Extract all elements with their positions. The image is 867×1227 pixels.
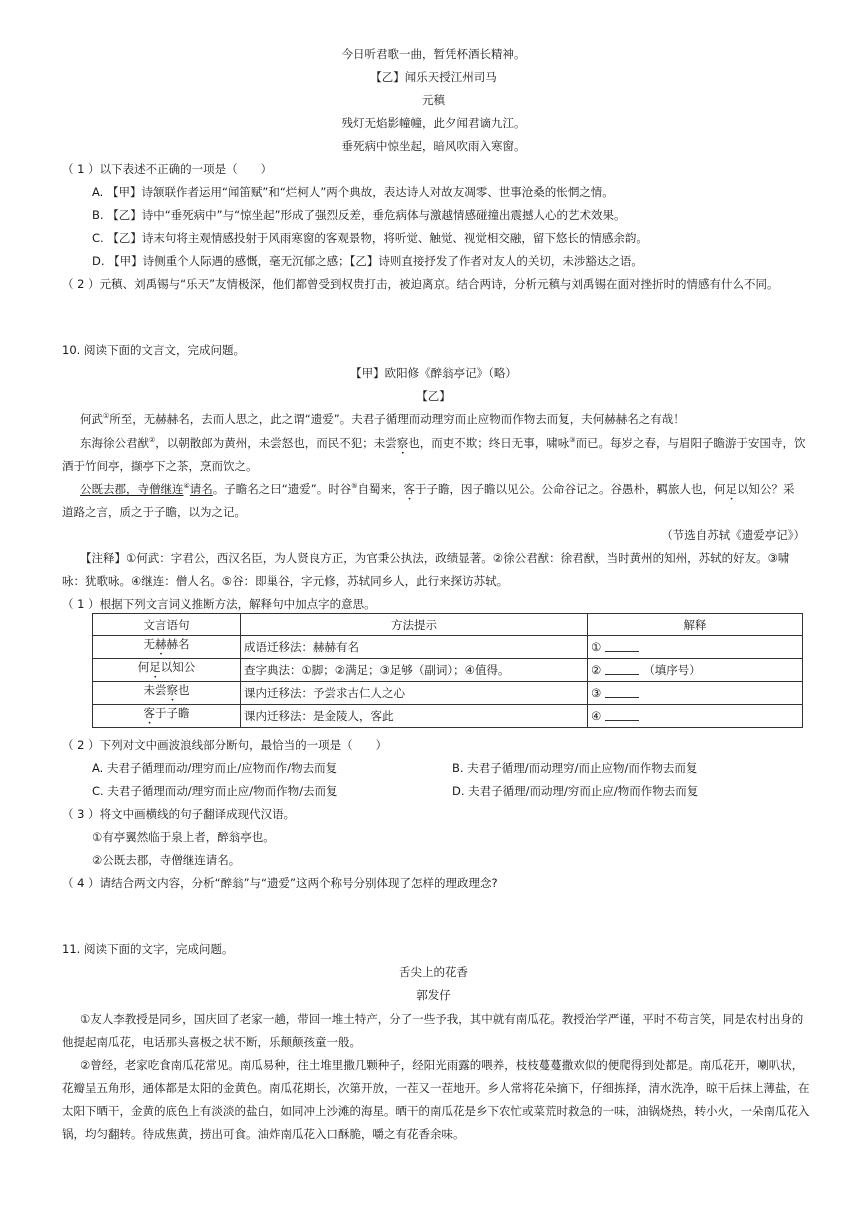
table-row	[93, 659, 803, 682]
q10-passage-p2: 东海徐公君猷②，以朝散郎为黄州，未尝怒也，而民不犯；未尝察也，而吏不欺；终日无事，啸咏③而已。每岁之春，与眉阳子瞻游于安国寺，饮	[80, 436, 806, 450]
q9-subquestion-1: （ 1 ）以下表述不正确的一项是（ ）	[62, 162, 273, 176]
sentence-cell: 未尝察也	[93, 682, 241, 705]
answer-cell[interactable]: ④	[588, 705, 803, 728]
q11-paragraph-2-line-4: 锅，均匀翻转。待成焦黄，捞出可食。油炸南瓜花入口酥脆，嚼之有花香余味。	[62, 1127, 465, 1141]
q9-subquestion-2: （ 2 ）元稹、刘禹锡与“乐天”友情极深，他们都曾受到权贵打击，被迫离京。结合两诗，分析元稹与刘禹锡在面对挫折时的情感有什么不同。	[62, 277, 779, 291]
table-row	[93, 705, 803, 728]
answer-blank[interactable]	[605, 710, 639, 721]
answer-cell[interactable]: ② （填序号）	[588, 659, 803, 682]
yi-poem-line-2: 垂死病中惊坐起，暗风吹雨入寒窗。	[341, 139, 526, 153]
q11-paragraph-2-line-3: 太阳下晒干，金黄的底色上有淡淡的盐白，如同冲上沙滩的海星。晒干的南瓜花是乡下农忙或菜荒时救急的一味，油锅烧热，转小火，一朵南瓜花入	[62, 1104, 810, 1118]
q10-option-c: C. 夫君子循理而动/理穷而止应/物而作物/去而复	[92, 784, 338, 798]
table-header: 方法提示	[241, 614, 588, 636]
yi-poem-title: 【乙】闻乐天授江州司马	[370, 70, 497, 84]
q10-subquestion-1: （ 1 ）根据下列文言词义推断方法，解释句中加点字的意思。	[62, 597, 376, 611]
answer-blank[interactable]	[605, 641, 639, 652]
q10-heading: 10. 阅读下面的文言文，完成问题。	[62, 343, 245, 357]
q10-notes: 【注释】①何武：字君公，西汉名臣，为人贤良方正，为官秉公执法，政绩显著。②徐公君猷：徐君猷，当时黄州的知州，苏轼的好友。③啸	[80, 551, 790, 565]
answer-blank[interactable]	[605, 687, 639, 698]
method-table	[92, 613, 803, 728]
q9-option-a: A. 【甲】诗颔联作者运用“闻笛赋”和“烂柯人”两个典故，表达诗人对故友凋零、世事沧桑的怅惘之情。	[92, 185, 614, 199]
yi-poem-author: 元稹	[422, 93, 445, 107]
sentence-cell: 客于子瞻	[93, 705, 241, 728]
q10-jia-title: 【甲】欧阳修《醉翁亭记》（略）	[350, 366, 517, 380]
q10-subquestion-2: （ 2 ）下列对文中画波浪线部分断句，最恰当的一项是（ ）	[62, 738, 388, 752]
q10-passage-p3-cont: 道路之言，质之于子瞻，以为之记。	[62, 505, 246, 519]
poem-last-line: 今日听君歌一曲，暂凭杯酒长精神。	[341, 47, 526, 61]
q10-option-b: B. 夫君子循理/而动理穷/而止应物/而作物去而复	[452, 761, 698, 775]
q9-option-c: C. 【乙】诗末句将主观情感投射于风雨寒窗的客观景物，将听觉、触觉、视觉相交融，留下悠长的情感余韵。	[92, 231, 648, 245]
method-cell: 课内迁移法：予尝求古仁人之心	[241, 682, 588, 705]
q10-passage-p3: 公既去郡，寺僧继连④请名。子瞻名之曰“遗爱”。时谷⑤自蜀来，客于子瞻，因子瞻以见公。公命谷记之。谷愚朴，羁旅人也，何足以知公？采	[80, 482, 795, 496]
answer-cell[interactable]: ①	[588, 636, 803, 659]
q10-passage-p1: 何武①所至，无赫赫名，去而人思之，此之谓“遗爱”。夫君子循理而动理穷而止应物而作物去而复，夫何赫赫名之有哉！	[80, 412, 685, 426]
method-cell: 查字典法：①脚；②满足；③足够（副词）；④值得。	[241, 659, 588, 682]
q10-source: （节选自苏轼《遗爱亭记》）	[661, 528, 805, 542]
q10-option-a: A. 夫君子循理而动/理穷而止/应物而作/物去而复	[92, 761, 338, 775]
q11-paragraph-1: ①友人李教授是同乡，国庆回了老家一趟，带回一堆土特产，分了一些予我，其中就有南瓜花。教授治学严谨，平时不苟言笑，同是农村出身的	[80, 1012, 804, 1026]
sentence-cell: 何足以知公	[93, 659, 241, 682]
q10-passage-p2-cont: 酒于竹间亭，撷亭下之茶，烹而饮之。	[62, 459, 258, 473]
method-cell: 课内迁移法：是金陵人，客此	[241, 705, 588, 728]
table-header: 文言语句	[93, 614, 241, 636]
method-cell: 成语迁移法：赫赫有名	[241, 636, 588, 659]
q11-article-author: 郭发仔	[416, 988, 451, 1002]
table-row	[93, 682, 803, 705]
q11-paragraph-2: ②曾经，老家吃食南瓜花常见。南瓜易种，往土堆里撒几颗种子，经阳光雨露的喂养，枝枝蔓蔓撒欢似的便爬得到处都是。南瓜花开，喇叭状，	[80, 1058, 804, 1072]
q10-notes-cont: 咏：犹歌咏。④继连：僧人名。⑤谷：即巢谷，字元修，苏轼同乡人，此行来探访苏轼。	[62, 574, 509, 588]
q10-yi-title: 【乙】	[416, 389, 451, 403]
q11-paragraph-1-cont: 他提起南瓜花，电话那头喜极之状不断，乐颠颠孩童一般。	[62, 1035, 361, 1049]
q10-subquestion-4: （ 4 ）请结合两文内容，分析“醉翁”与“遗爱”这两个称号分别体现了怎样的理政理念?	[62, 876, 498, 890]
table-header-row	[93, 614, 803, 636]
q11-paragraph-2-line-2: 花瓣呈五角形，通体都是太阳的金黄色。南瓜花期长，次第开放，一茬又一茬地开。乡人常将花朵摘下，仔细拣择，清水洗净，晾干后抹上薄盐，在	[62, 1081, 810, 1095]
q9-option-d: D. 【甲】诗侧重个人际遇的感慨，毫无沉郁之感；【乙】诗则直接抒发了作者对友人的关切，未涉豁达之语。	[92, 254, 643, 268]
answer-cell[interactable]: ③	[588, 682, 803, 705]
sentence-cell: 无赫赫名	[93, 636, 241, 659]
table-row	[93, 636, 803, 659]
yi-poem-line-1: 残灯无焰影幢幢，此夕闻君谪九江。	[341, 116, 526, 130]
q10-option-d: D. 夫君子循理/而动理/穷而止应/物而作物去而复	[452, 784, 699, 798]
table-header: 解释	[588, 614, 803, 636]
q9-option-b: B. 【乙】诗中“垂死病中”与“惊坐起”形成了强烈反差，垂危病体与激越情感碰撞出震撼人心的艺术效果。	[92, 208, 626, 222]
answer-blank[interactable]	[605, 664, 639, 675]
q10-sentence-b: ②公既去郡，寺僧继连请名。	[92, 853, 241, 867]
q10-sentence-a: ①有亭翼然临于泉上者，醉翁亭也。	[92, 830, 275, 844]
q11-heading: 11. 阅读下面的文字，完成问题。	[62, 942, 234, 956]
q11-article-title: 舌尖上的花香	[399, 965, 468, 979]
q10-subquestion-3: （ 3 ）将文中画横线的句子翻译成现代汉语。	[62, 807, 296, 821]
